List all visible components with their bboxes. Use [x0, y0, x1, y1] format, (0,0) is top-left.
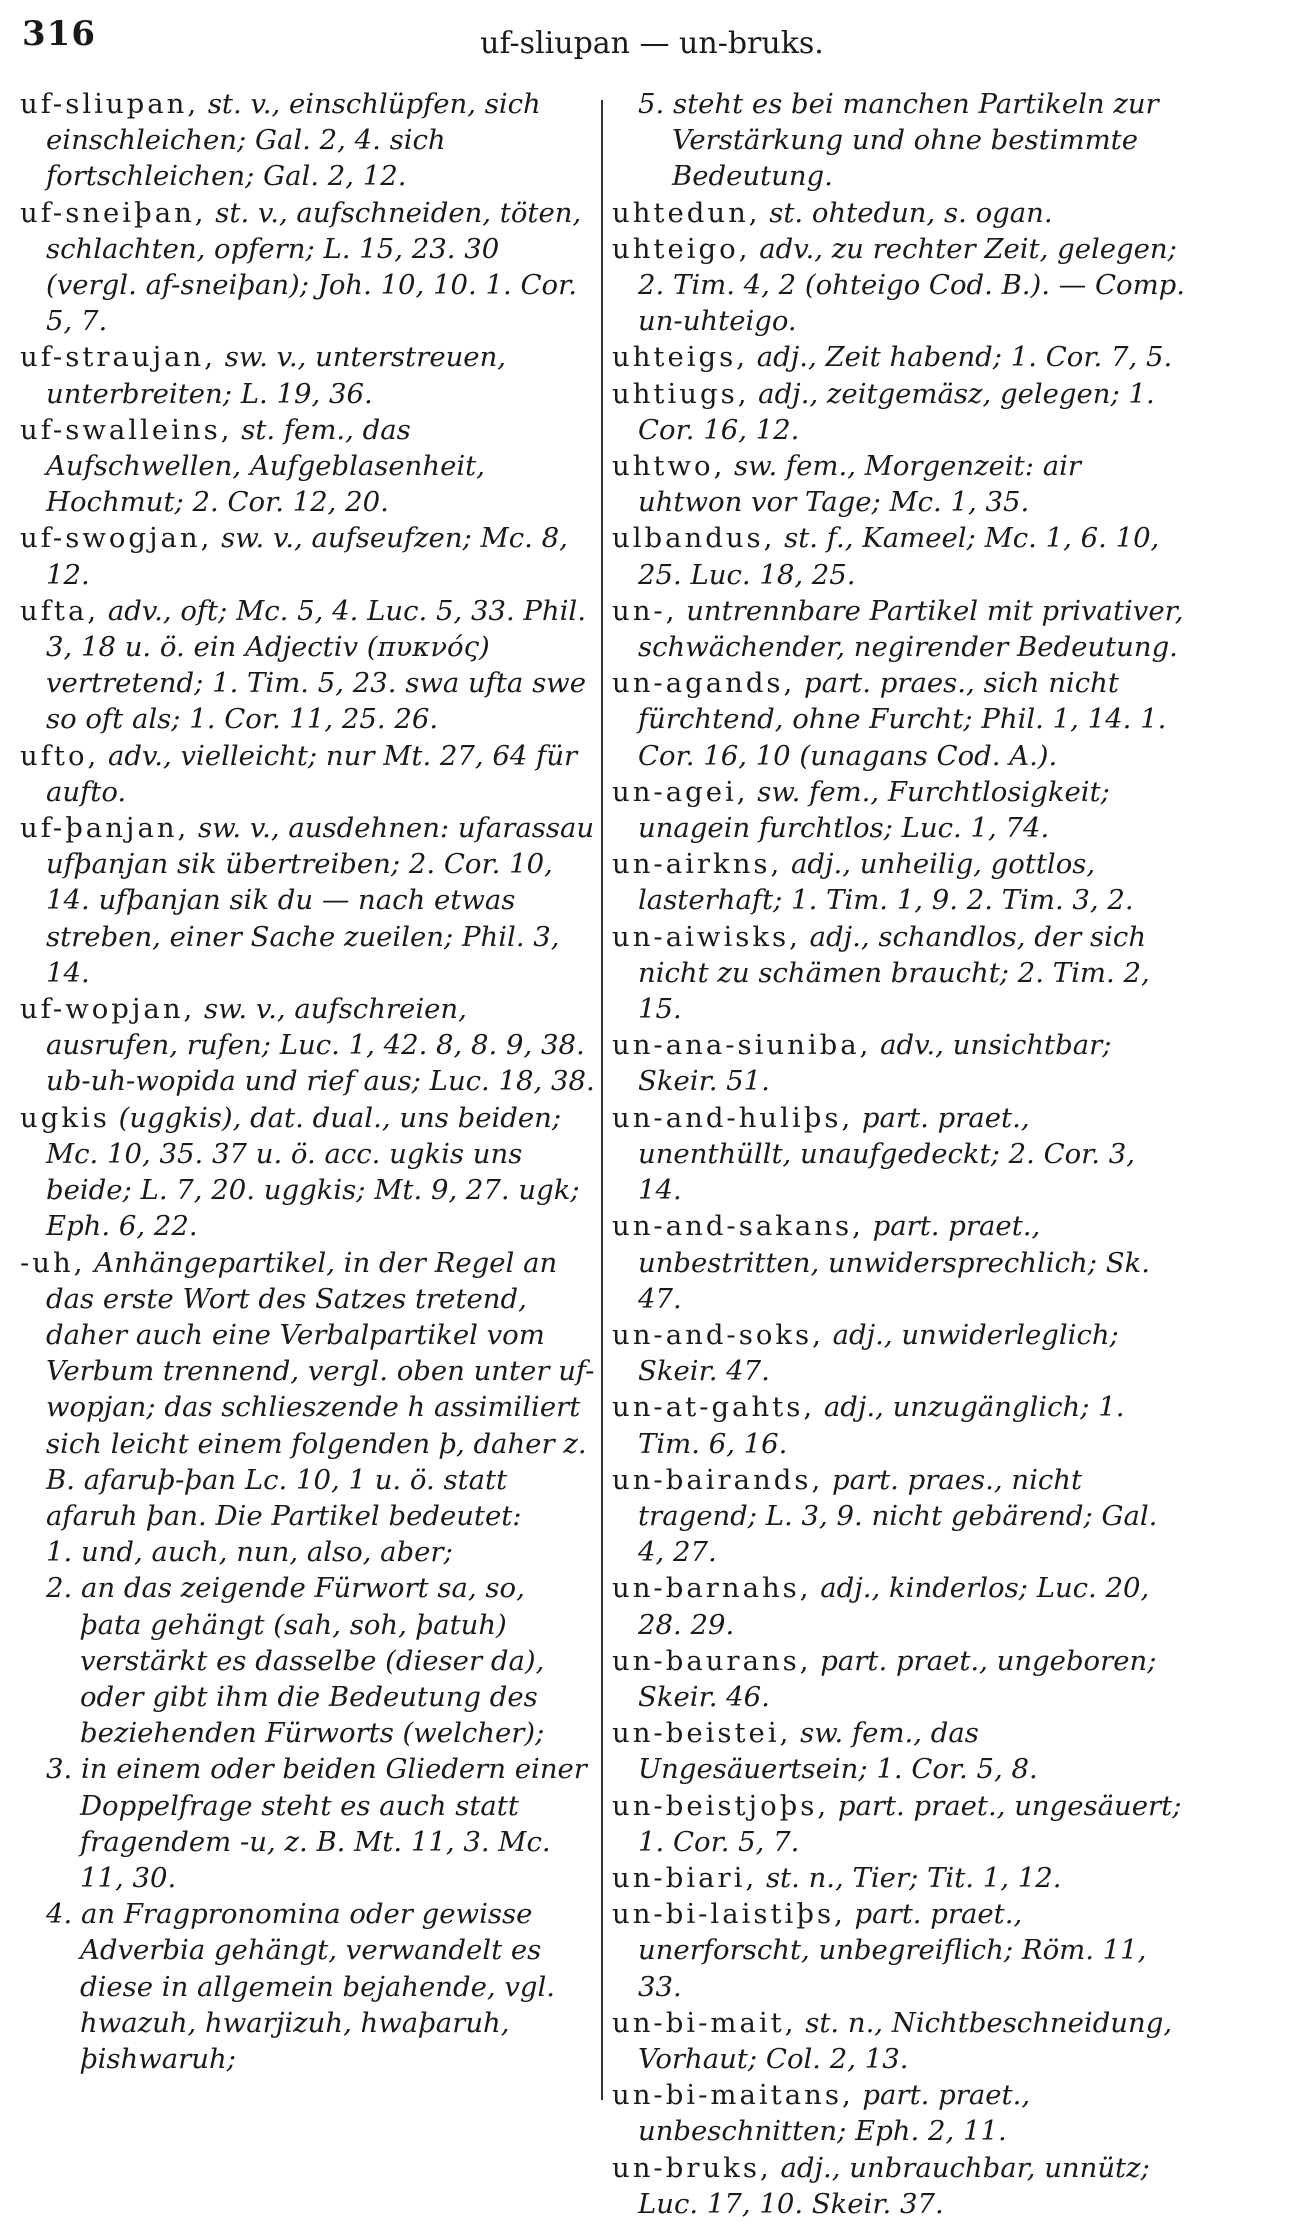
sense-text: in einem oder beiden Gliedern einer Doppelfrage steht es auch statt fragendem -u, z. B. Mt. 11, 3. Mc. 11, 30.	[72, 1753, 587, 1894]
entry-definition: part. praet., unenthüllt, unaufgedeckt; 2. Cor. 3, 14.	[638, 1101, 1136, 1207]
dictionary-entry	[612, 1389, 1187, 1461]
entry-headword: uf-straujan,	[20, 341, 216, 374]
entry-headword: ulbandus,	[612, 522, 776, 555]
entry-definition: part. praet., unbeschnitten; Eph. 2, 11.	[638, 2079, 1031, 2148]
dictionary-entry	[612, 1462, 1187, 1571]
sense-item	[46, 1570, 595, 1751]
entry-definition: sw. v., ausdehnen: ufarassau ufþanjan sik übertreiben; 2. Cor. 10, 14. ufþanjan sik du — nach etwas streben, einer Sache zueilen; Phil. 3, 14.	[46, 812, 595, 989]
sense-item	[46, 1751, 595, 1896]
entry-headword: un-airkns,	[612, 848, 783, 881]
entry-definition: sw. fem., Morgenzeit: air uhtwon vor Tage; Mc. 1, 35.	[638, 450, 1082, 519]
dictionary-entry	[612, 1100, 1187, 1209]
dictionary-entry	[612, 593, 1187, 665]
entry-definition: part. praes., nicht tragend; L. 3, 9. nicht gebärend; Gal. 4, 27.	[638, 1463, 1158, 1569]
entry-headword: un-agands,	[612, 667, 796, 700]
right-column	[612, 86, 1187, 2222]
entry-headword: -uh,	[20, 1246, 86, 1279]
entry-headword: uf-sneiþan,	[20, 196, 207, 229]
entry-definition: sw. v., aufseufzen; Mc. 8, 12.	[46, 522, 568, 591]
sense-number: 5.	[638, 88, 665, 120]
entry-headword: un-aiwisks,	[612, 920, 801, 953]
entry-definition: part. praet., ungeboren; Skeir. 46.	[638, 1644, 1157, 1713]
dictionary-entry	[20, 1100, 595, 1245]
entry-definition: sw. v., unterstreuen, unterbreiten; L. 19, 36.	[46, 341, 507, 410]
sense-number: 3.	[46, 1753, 73, 1786]
dictionary-entry	[612, 774, 1187, 846]
entry-definition: Anhängepartikel, in der Regel an das erste Wort des Satzes tretend, daher auch eine Verbalpartikel vom Verbum trennend, vergl. oben unter uf-wopjan; das schlieszende h assimiliert sich leicht einem folgenden þ, daher z. B. afaruþ-þan Lc. 10, 1 u. ö. statt afaruh þan. Die Partikel bedeutet:	[46, 1246, 595, 1532]
entry-headword: un-,	[612, 594, 678, 627]
entry-headword: uhtedun,	[612, 196, 761, 229]
column-divider	[601, 100, 603, 2100]
left-column	[20, 86, 595, 2077]
entry-headword: uhtwo,	[612, 450, 726, 483]
entry-headword: un-and-sakans,	[612, 1210, 864, 1243]
entry-definition: adv., vielleicht; nur Mt. 27, 64 für aufto.	[46, 739, 578, 808]
sense-text: und, auch, nun, also, aber;	[72, 1536, 453, 1569]
entry-definition: (uggkis), dat. dual., uns beiden; Mc. 10, 35. 37 u. ö. acc. ugkis uns beide; L. 7, 20. uggkis; Mt. 9, 27. ugk; Eph. 6, 22.	[46, 1101, 580, 1243]
dictionary-entry	[612, 376, 1187, 448]
entry-definition: adj., unwiderleglich; Skeir. 47.	[638, 1318, 1119, 1388]
entry-definition: adj., kinderlos; Luc. 20, 28. 29.	[638, 1572, 1150, 1641]
dictionary-entry	[20, 1245, 595, 1535]
entry-definition: adj., schandlos, der sich nicht zu schämen braucht; 2. Tim. 2, 15.	[638, 920, 1150, 1026]
entry-headword: un-and-soks,	[612, 1318, 824, 1351]
entry-headword: ugkis	[20, 1101, 110, 1134]
entry-headword: un-bi-laistiþs,	[612, 1898, 846, 1931]
sense-item	[638, 86, 1187, 195]
dictionary-entry	[612, 2150, 1187, 2222]
dictionary-entry	[612, 665, 1187, 774]
entry-definition: st. ohtedun, s. ogan.	[760, 196, 1053, 229]
running-head: uf-sliupan — un-bruks.	[480, 26, 824, 61]
dictionary-entry	[20, 339, 595, 411]
entry-definition: st. n., Nichtbeschneidung, Vorhaut; Col. 2, 13.	[638, 2006, 1173, 2075]
dictionary-entry	[612, 339, 1187, 375]
entry-definition: untrennbare Partikel mit privativer, schwächender, negirender Bedeutung.	[638, 594, 1184, 664]
dictionary-entry	[612, 1715, 1187, 1787]
entry-headword: uhteigs,	[612, 341, 749, 374]
entry-headword: un-bi-mait,	[612, 2006, 797, 2039]
entry-headword: un-and-huliþs,	[612, 1101, 854, 1134]
dictionary-entry	[612, 448, 1187, 520]
dictionary-entry	[20, 412, 595, 521]
sense-text: steht es bei manchen Partikeln zur Verstärkung und ohne bestimmte Bedeutung.	[664, 88, 1159, 193]
dictionary-entry	[612, 1788, 1187, 1860]
entry-definition: part. praet., unbestritten, unwidersprechlich; Sk. 47.	[638, 1210, 1150, 1315]
entry-definition: adj., zeitgemäsz, gelegen; 1. Cor. 16, 12.	[638, 377, 1155, 446]
dictionary-entry	[612, 2005, 1187, 2077]
entry-headword: uf-sliupan,	[20, 88, 200, 120]
dictionary-entry	[20, 86, 595, 195]
entry-headword: un-barnahs,	[612, 1572, 812, 1605]
sense-text: an Fragpronomina oder gewisse Adverbia gehängt, verwandelt es diese in allgemein bejahende, vgl. hwazuh, hwarjizuh, hwaþaruh, þishwaruh;	[72, 1898, 556, 2075]
sense-item	[46, 1896, 595, 2077]
dictionary-entry	[20, 810, 595, 991]
entry-headword: un-biari,	[612, 1861, 758, 1894]
entry-headword: un-ana-siuniba,	[612, 1029, 872, 1062]
dictionary-entry	[612, 231, 1187, 340]
dictionary-entry	[612, 919, 1187, 1028]
dictionary-entry	[20, 593, 595, 738]
dictionary-entry	[612, 1643, 1187, 1715]
entry-headword: uhteigo,	[612, 232, 751, 265]
entry-definition: adv., unsichtbar; Skeir. 51.	[638, 1029, 1112, 1098]
entry-definition: sw. v., aufschreien, ausrufen, rufen; Luc. 1, 42. 8, 8. 9, 38. ub-uh-wopida und rief aus; Luc. 18, 38.	[46, 993, 595, 1098]
entry-definition: part. praes., sich nicht fürchtend, ohne Furcht; Phil. 1, 14. 1. Cor. 16, 10 (unagans Cod. A.).	[638, 667, 1167, 772]
dictionary-entry	[612, 1896, 1187, 2005]
entry-definition: adv., oft; Mc. 5, 4. Luc. 5, 33. Phil. 3, 18 u. ö. ein Adjectiv (πυκνός) vertretend; 1. Tim. 5, 23. swa ufta swe so oft als; 1. Cor. 11, 25. 26.	[46, 594, 586, 736]
dictionary-entry	[612, 1317, 1187, 1389]
entry-definition: adj., unheilig, gottlos, lasterhaft; 1. Tim. 1, 9. 2. Tim. 3, 2.	[638, 848, 1134, 917]
entry-headword: un-bruks,	[612, 2151, 772, 2184]
dictionary-entry	[20, 195, 595, 340]
entry-headword: uhtiugs,	[612, 377, 750, 410]
dictionary-entry	[612, 195, 1187, 231]
entry-headword: ufto,	[20, 739, 100, 772]
entry-definition: sw. fem., das Ungesäuertsein; 1. Cor. 5, 8.	[638, 1717, 1038, 1786]
sense-item	[46, 1534, 595, 1570]
sense-text: an das zeigende Fürwort sa, so, þata gehängt (sah, soh, þatuh) verstärkt es dasselbe (dieser da), oder gibt ihm die Bedeutung des beziehenden Fürworts (welcher);	[72, 1572, 545, 1750]
entry-definition: st. fem., das Aufschwellen, Aufgeblasenheit, Hochmut; 2. Cor. 12, 20.	[46, 413, 485, 519]
entry-headword: uf-þanjan,	[20, 812, 190, 845]
sense-number: 4.	[46, 1898, 73, 1931]
entry-headword: un-baurans,	[612, 1644, 812, 1677]
entry-headword: un-agei,	[612, 775, 749, 808]
dictionary-entry	[20, 991, 595, 1100]
entry-definition: st. v., einschlüpfen, sich einschleichen; Gal. 2, 4. sich fortschleichen; Gal. 2, 12.	[46, 88, 541, 193]
dictionary-entry	[612, 2077, 1187, 2149]
sense-number: 2.	[46, 1572, 73, 1605]
entry-headword: un-at-gahts,	[612, 1391, 816, 1424]
dictionary-entry	[20, 738, 595, 810]
entry-definition: adv., zu rechter Zeit, gelegen; 2. Tim. 4, 2 (ohteigo Cod. B.). — Comp. un-uhteigo.	[638, 232, 1186, 338]
dictionary-entry	[612, 846, 1187, 918]
dictionary-entry	[20, 520, 595, 592]
entry-headword: uf-swalleins,	[20, 413, 233, 446]
entry-definition: adj., unbrauchbar, unnütz; Luc. 17, 10. Skeir. 37.	[638, 2151, 1150, 2220]
dictionary-entry	[612, 1570, 1187, 1642]
dictionary-entry	[612, 1860, 1187, 1896]
sense-number: 1.	[46, 1536, 73, 1569]
page-number: 316	[22, 14, 96, 54]
entry-headword: un-bi-maitans,	[612, 2079, 854, 2112]
entry-headword: uf-wopjan,	[20, 993, 196, 1026]
entry-headword: un-beistjoþs,	[612, 1789, 830, 1822]
entry-definition: sw. fem., Furchtlosigkeit; unagein furchtlos; Luc. 1, 74.	[638, 775, 1110, 845]
entry-definition: st. n., Tier; Tit. 1, 12.	[757, 1861, 1062, 1894]
dictionary-entry	[612, 1208, 1187, 1317]
entry-definition: part. praet., unerforscht, unbegreiflich; Röm. 11, 33.	[638, 1898, 1147, 2003]
entry-headword: un-beistei,	[612, 1717, 792, 1750]
dictionary-entry	[612, 520, 1187, 592]
entry-definition: adj., Zeit habend; 1. Cor. 7, 5.	[748, 341, 1173, 374]
entry-definition: st. f., Kameel; Mc. 1, 6. 10, 25. Luc. 18, 25.	[638, 522, 1160, 591]
entry-headword: un-bairands,	[612, 1463, 824, 1496]
entry-definition: adj., unzugänglich; 1. Tim. 6, 16.	[638, 1391, 1125, 1460]
entry-headword: uf-swogjan,	[20, 522, 213, 555]
entry-headword: ufta,	[20, 594, 100, 627]
dictionary-entry	[612, 1027, 1187, 1099]
entry-definition: st. v., aufschneiden, töten, schlachten, opfern; L. 15, 23. 30 (vergl. af-sneiþan); Joh. 10, 10. 1. Cor. 5, 7.	[46, 196, 582, 338]
entry-definition: part. praet., ungesäuert; 1. Cor. 5, 7.	[638, 1789, 1182, 1858]
